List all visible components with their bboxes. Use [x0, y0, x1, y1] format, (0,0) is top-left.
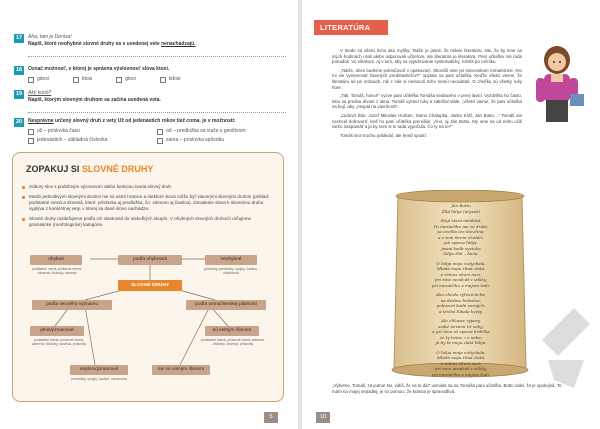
poem-stanza: Stojí stará mláďatá, Po mesiačiku nie sú dráki, sa uvolila len dievčina; a v tom šírom chotári, jak spieva ľalija, jasná kaďa vyvinka ľalija žltá – biela. [433, 218, 489, 256]
exercise-question: Aký kurió? [28, 90, 52, 96]
exercise-number: 19 [15, 91, 23, 97]
diagram-node-neplnovyznamove: neplnovýznamové [70, 365, 128, 375]
teacher-illustration [524, 44, 590, 124]
poem-subtitle: Žltá ľalija (úryvok) [441, 208, 481, 214]
summary-paragraph: Súbory slov s podobným významom alebo funkciou tvoria slovný druh. [22, 184, 274, 190]
exercise-task-underlined: Nesprávne [28, 118, 54, 124]
exercise-task: určený slovný druh z vety Už od jedenástich rokov tiež coma. je v možnosti: [54, 118, 236, 124]
exercise-number: 18 [15, 67, 23, 73]
summary-paragraph: Slovné druhy rozdeľujeme podľa ich vlastností do niekoľkých skupín. V ohybných slovných druhoch určujeme gramatické (morfologické) kategórie. [22, 216, 274, 228]
story-text [332, 48, 522, 141]
choice-option[interactable]: gdosi [28, 76, 49, 83]
summary-paragraph: Medzi jednotlivými slovnými druhmi nie sú ostré hranice a niektoré slová môžu byť viacerými slovnými druhmi (príklad: podstatné mená a slovesá, ktoré: príslovka aj predložka, čo: zámeno aj častica). Zaradenie slova k slovnému druhu vyplýva z konkrétnej vety, v ktorej sa dané slovo nachádza. [22, 194, 274, 212]
diagram-node-vyznam: podľa vecného významu [32, 300, 112, 310]
summary-title-accent: SLOVNÉ DRUHY [81, 164, 154, 174]
section-banner: LITERATÚRA [314, 20, 388, 35]
exercise-task-underlined: nenachádzajú. [161, 41, 196, 47]
choice-option[interactable]: jedenástich – základná číslovka [28, 137, 157, 144]
poem-stanza: Ó ľalija moja vzdychala, Mladá moja žitná zlatá, a vrtiaci okom noci; pri mne neodcáš z vďaky, pri mesiačiku a majom žiali. [431, 260, 491, 288]
choice-option[interactable]: už – príslovka času [28, 128, 157, 135]
diagram-sub-ohybne: podstatné mená, prídavné mená, zámená, číslovky, slovesá [32, 267, 82, 276]
choice-option[interactable]: gtosi [116, 76, 136, 83]
diagram-sub-neohybne: príslovky, predložky, spojky, častice, citoslovcia [204, 267, 258, 276]
story-paragraph: V triede sú všetci ticho ako myšky. Takže je jasné, že máme literatúru. Nie, že by sme na iných hodinách orali alebo odporovali učiteľom, ale literatúra je literatúra. Pani učiteľka má rada poriadok. Vo všetkom. Aj v tom, aby sa vyjadrovanie systematicky, ročník po ročníku. [332, 48, 522, 65]
choice-option[interactable]: kdosi [160, 76, 181, 83]
exercise-number: 17 [15, 35, 23, 41]
right-page [302, 0, 600, 429]
diagram-connectors [0, 0, 298, 429]
exercise-question: Aha, tam je Denisa! [28, 34, 72, 40]
diagram-sub-plno: podstatné mená, prídavné mená, zámená, číslovky, slovesá, príslovky [31, 338, 87, 347]
diagram-sub-su: podstatné mená, prídavné mená, zámená, číslovky, slovesá, príslovky [201, 338, 265, 347]
poem-stanza: Ale chlopec rýpery, sväté neviem tri veky; a pri ňom už spieva hrdička že ty tráva, i o nebe; ja by ťa moja zlatá ľalija. [432, 318, 490, 345]
exercise-number: 20 [15, 119, 23, 125]
exercise-task: Napíš, ktorým slovným druhom sa začína uvedená veta. [28, 97, 161, 103]
poem [402, 203, 520, 381]
diagram-node-neohybne: neohybné [205, 255, 257, 265]
footer-text: „Výborne, Tomáš, za jednu! No, vidíš, že sa to dá!“ usmiala sa na Tomáša pani učiteľka. Botto videl, že je spokojná. To mám na mojej nepadlej, je so pomoci, že krásna je spravodlivá. [332, 383, 562, 394]
choice-option[interactable]: od – predložka sa viaže s genitívom [157, 128, 286, 135]
poem-title: Ján Botto [451, 203, 471, 208]
page-number: 5 [264, 412, 278, 423]
publisher-watermark-logo [534, 300, 596, 390]
poem-stanza: Ó ľalija moja vzdychala, Mladá moja žitná zlatá, a vrtiaci okom noci; pri mne neodcáš z vďaky, pri mesiačiku a majom žiali. [431, 349, 491, 377]
story-paragraph: „Ľudovít Štúr, Jozef Miloslav Hurban, Samo Chalupka, Janko Kráľ, Ján Botto…“ Tomáš ani nechcel dohovoriť, keď ho pani učiteľka prerušila: „Áno, aj Ján Botto. My sme sa od neho učili niečo naspamäť a ja by som si to rada vypočula. Čo ty na to?“ [332, 112, 522, 130]
poem-stanza: Ako chcela rýľová tichá, na dedine bolestne; pohovorí kaďa verných, a trichá ľúbala kvety. [436, 292, 486, 314]
summary-title: ZOPAKUJ SI SLOVNÉ DRUHY [26, 164, 154, 174]
page-number: 10 [316, 412, 330, 423]
exercise-task: Označ možnosť, v ktorej je správna výslovnosť slova ktosi. [28, 66, 170, 72]
choice-option[interactable]: sama – príslovka spôsobu [157, 137, 286, 144]
choice-option[interactable]: ktosi [73, 76, 92, 83]
diagram-node-ohybnost: podľa ohybnosti [118, 255, 182, 265]
diagram-sub-neplno: predložky, spojky, častice, citoslovcia [71, 377, 127, 381]
diagram-node-plnovyznamove: plnovýznamové [30, 326, 84, 336]
story-paragraph: „Tak, Tomáš, hovor!“ vyzve pani učiteľka Tomáša sediaceho v prvej lavici. Vyzdvihla ho často, lebo sa predsa dívam z okna. Tomáš vystrel ruky a zakričal stále: „Všetci vieme, že pani učiteľka sa bojí, aby „nespal na vavrínoch“. [332, 93, 522, 110]
diagram-node-nie-su: nie sú vetným členom [152, 365, 210, 375]
left-page [0, 0, 298, 429]
exercise-task: Napíš, ktoré neohybné slovné druhy sa v uvedenej vete [28, 41, 160, 47]
diagram-node-su-clenom: sú vetným členom [205, 326, 259, 336]
diagram-node-ohybne: ohybné [30, 255, 82, 265]
story-paragraph: „Takže, dnes budeme pokračovať v opakovaní. Skončili sme pri slovenskom romantizme. Kto mi vie vymenovať hlavných predstaviteľov?“ opýtala sa pani učiteľka. Keďže všetci vieme, že literatúru sú pri srdciach, nik z nás si nedovolí ticho nemú neoviataš. O chvíľku sú všetky ruky hore. [332, 67, 522, 90]
diagram-node-center: SLOVNÉ DRUHY [118, 280, 182, 291]
diagram-node-vetne: podľa vetnočlenskej platnosti [186, 300, 266, 310]
story-paragraph: Tomáš sice trochu pobledol, ale hneď spustí: [340, 132, 427, 138]
